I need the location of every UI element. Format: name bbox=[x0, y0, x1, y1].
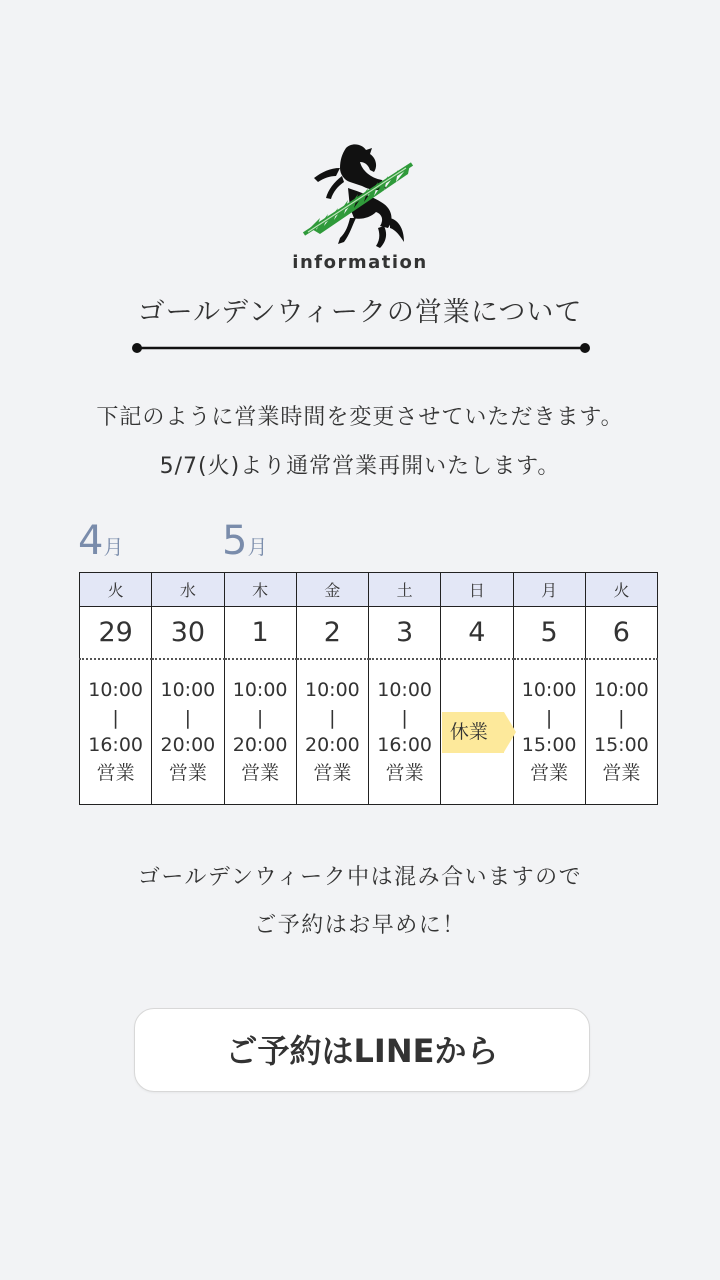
notice-line-1: 下記のように営業時間を変更させていただきます。 bbox=[96, 405, 624, 430]
date-cell: 3 bbox=[369, 607, 441, 660]
time-separator: | bbox=[618, 706, 625, 729]
open-time: 10:00 bbox=[377, 679, 432, 701]
hours-cell bbox=[369, 659, 441, 805]
open-label: 営業 bbox=[530, 761, 569, 784]
weekday-cell: 金 bbox=[296, 573, 368, 607]
weekday-cell: 木 bbox=[224, 573, 296, 607]
date-cell: 1 bbox=[224, 607, 296, 660]
open-label: 営業 bbox=[168, 761, 207, 784]
time-separator: | bbox=[401, 706, 408, 729]
hours-cell bbox=[513, 659, 585, 805]
open-label: 営業 bbox=[385, 761, 424, 784]
weekday-row bbox=[80, 573, 658, 607]
notice-line-2: 5/7(火)より通常営業再開いたします。 bbox=[159, 454, 561, 479]
close-time: 20:00 bbox=[232, 734, 288, 756]
crowd-note-line-1: ゴールデンウィーク中は混み合いますので bbox=[137, 865, 583, 890]
weekday-cell: 水 bbox=[152, 573, 224, 607]
time-separator: | bbox=[184, 706, 192, 729]
close-time: 15:00 bbox=[593, 734, 649, 756]
horse-fern-logo-icon bbox=[300, 138, 420, 253]
weekday-cell: 火 bbox=[80, 573, 152, 607]
open-time: 10:00 bbox=[304, 679, 360, 701]
date-cell: 29 bbox=[80, 607, 152, 660]
month-label-april bbox=[78, 518, 123, 564]
open-time: 10:00 bbox=[160, 679, 216, 701]
weekday-cell: 月 bbox=[513, 573, 585, 607]
weekday-cell: 火 bbox=[585, 573, 657, 607]
date-row bbox=[80, 607, 658, 660]
open-label: 営業 bbox=[313, 761, 352, 784]
time-separator: | bbox=[545, 706, 553, 729]
brand-label: information bbox=[292, 252, 428, 273]
hours-cell bbox=[80, 659, 152, 805]
month-unit: 月 bbox=[103, 535, 124, 559]
open-time: 10:00 bbox=[232, 679, 288, 701]
weekday-cell: 日 bbox=[441, 573, 513, 607]
close-time: 20:00 bbox=[304, 734, 360, 756]
open-time: 10:00 bbox=[521, 679, 577, 701]
date-cell: 4 bbox=[441, 607, 513, 660]
close-time: 15:00 bbox=[521, 734, 577, 756]
close-time: 16:00 bbox=[377, 734, 432, 756]
page-title: ゴールデンウィークの営業について bbox=[137, 297, 583, 328]
hours-row bbox=[80, 659, 658, 805]
time-separator: | bbox=[329, 706, 336, 729]
closed-badge: 休業 bbox=[442, 712, 504, 753]
hours-cell bbox=[152, 659, 224, 805]
month-number: 5 bbox=[222, 518, 248, 564]
month-unit: 月 bbox=[247, 535, 268, 559]
hours-cell-closed bbox=[441, 659, 513, 805]
hours-cell bbox=[224, 659, 296, 805]
time-separator: | bbox=[112, 706, 119, 729]
open-time: 10:00 bbox=[593, 679, 649, 701]
line-reservation-button[interactable]: ご予約はLINEから bbox=[134, 1008, 590, 1092]
open-time: 10:00 bbox=[88, 679, 143, 701]
date-cell: 5 bbox=[513, 607, 585, 660]
month-number: 4 bbox=[78, 518, 104, 564]
date-cell: 6 bbox=[585, 607, 657, 660]
hours-cell bbox=[585, 659, 657, 805]
open-label: 営業 bbox=[96, 761, 135, 784]
hours-cell bbox=[296, 659, 368, 805]
crowd-note-line-2: ご予約はお早めに！ bbox=[254, 913, 466, 938]
holiday-schedule-table bbox=[79, 572, 658, 805]
close-time: 20:00 bbox=[160, 734, 216, 756]
close-time: 16:00 bbox=[88, 734, 143, 756]
title-divider bbox=[131, 341, 591, 355]
date-cell: 30 bbox=[152, 607, 224, 660]
time-separator: | bbox=[256, 706, 264, 729]
date-cell: 2 bbox=[296, 607, 368, 660]
weekday-cell: 土 bbox=[369, 573, 441, 607]
open-label: 営業 bbox=[241, 761, 280, 784]
open-label: 営業 bbox=[602, 761, 641, 784]
month-label-may bbox=[222, 518, 267, 564]
